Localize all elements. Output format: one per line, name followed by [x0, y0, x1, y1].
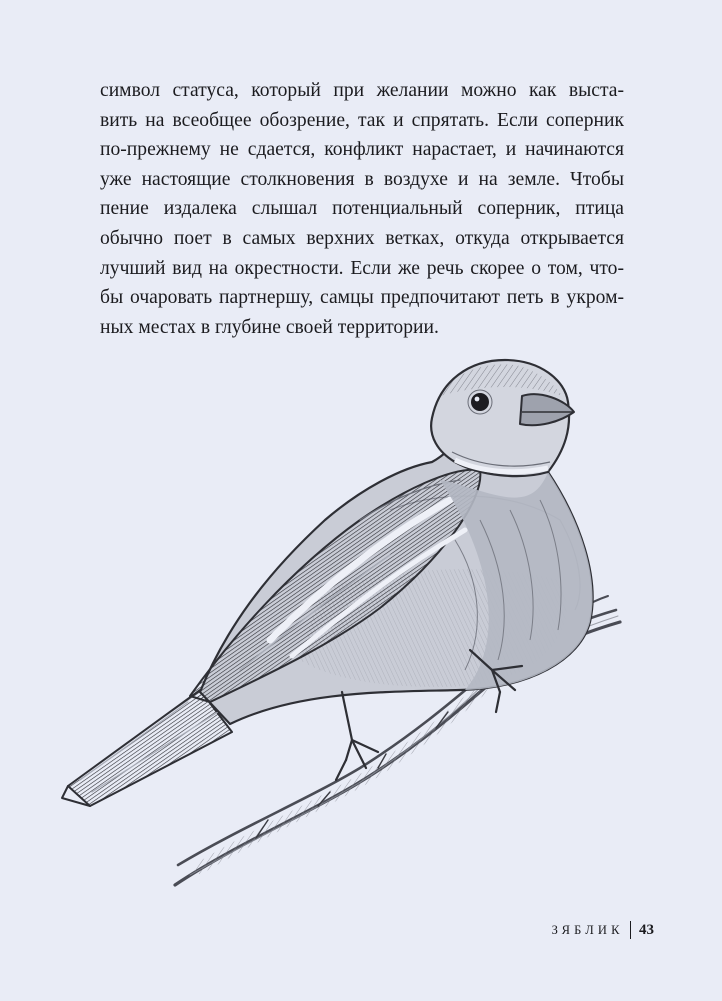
running-head: ЗЯБЛИК [551, 922, 624, 937]
text-line: по-прежнему не сдается, конфликт нарастает, и начинаются [100, 139, 624, 161]
text-line: вить на всеобщее обозрение, так и спрятать. Если соперник [100, 109, 624, 131]
text-line: обычно поет в самых верхних ветках, откуда открывается [100, 227, 624, 249]
text-line: символ статуса, который при желании можно как выста- [100, 80, 624, 101]
text-line: уже настоящие столкновения в воздухе и на земле. Чтобы [100, 168, 624, 190]
eye [471, 393, 489, 411]
text-line: лучший вид на окрестности. Если же речь скорее о том, что- [100, 257, 624, 279]
head [431, 360, 574, 476]
text-line-last: ных местах в глубине своей территории. [100, 316, 439, 338]
page-footer [552, 916, 654, 944]
footer-divider [630, 921, 631, 939]
page-number: 43 [639, 921, 654, 938]
tail [62, 690, 232, 806]
chaffinch-illustration [60, 340, 640, 890]
text-line: пение издалека слышал потенциальный соперник, птица [100, 198, 624, 220]
body-text [100, 76, 624, 342]
text-line: бы очаровать партнершу, самцы предпочитают петь в укром- [100, 287, 624, 309]
